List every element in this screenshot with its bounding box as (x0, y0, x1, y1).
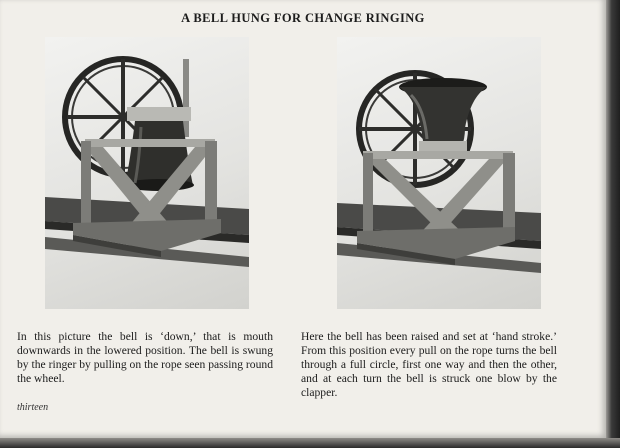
bell-down-illustration (45, 37, 249, 309)
stay-post (183, 59, 189, 137)
caption-bell-up: Here the bell has been raised and set at ‘hand stroke.’ From this position every pull on the rope turns the bell through a full circle, first one way and then the other, and at each turn the bell is struck one blow by the clapper. (301, 329, 557, 400)
page-number: thirteen (17, 402, 49, 413)
page-title: A BELL HUNG FOR CHANGE RINGING (181, 11, 425, 25)
page-edge-shadow (606, 0, 620, 448)
bell-mouth-up (399, 78, 487, 153)
page-bottom-shadow (0, 438, 620, 448)
photo-bell-up (337, 37, 541, 309)
photo-bell-down (45, 37, 249, 309)
bell-up-illustration (337, 37, 541, 309)
caption-bell-down: In this picture the bell is ‘down,’ that is mouth downwards in the lowered position. The bell is swung by the ringer by pulling on the rope seen passing round the wheel. (17, 329, 273, 386)
